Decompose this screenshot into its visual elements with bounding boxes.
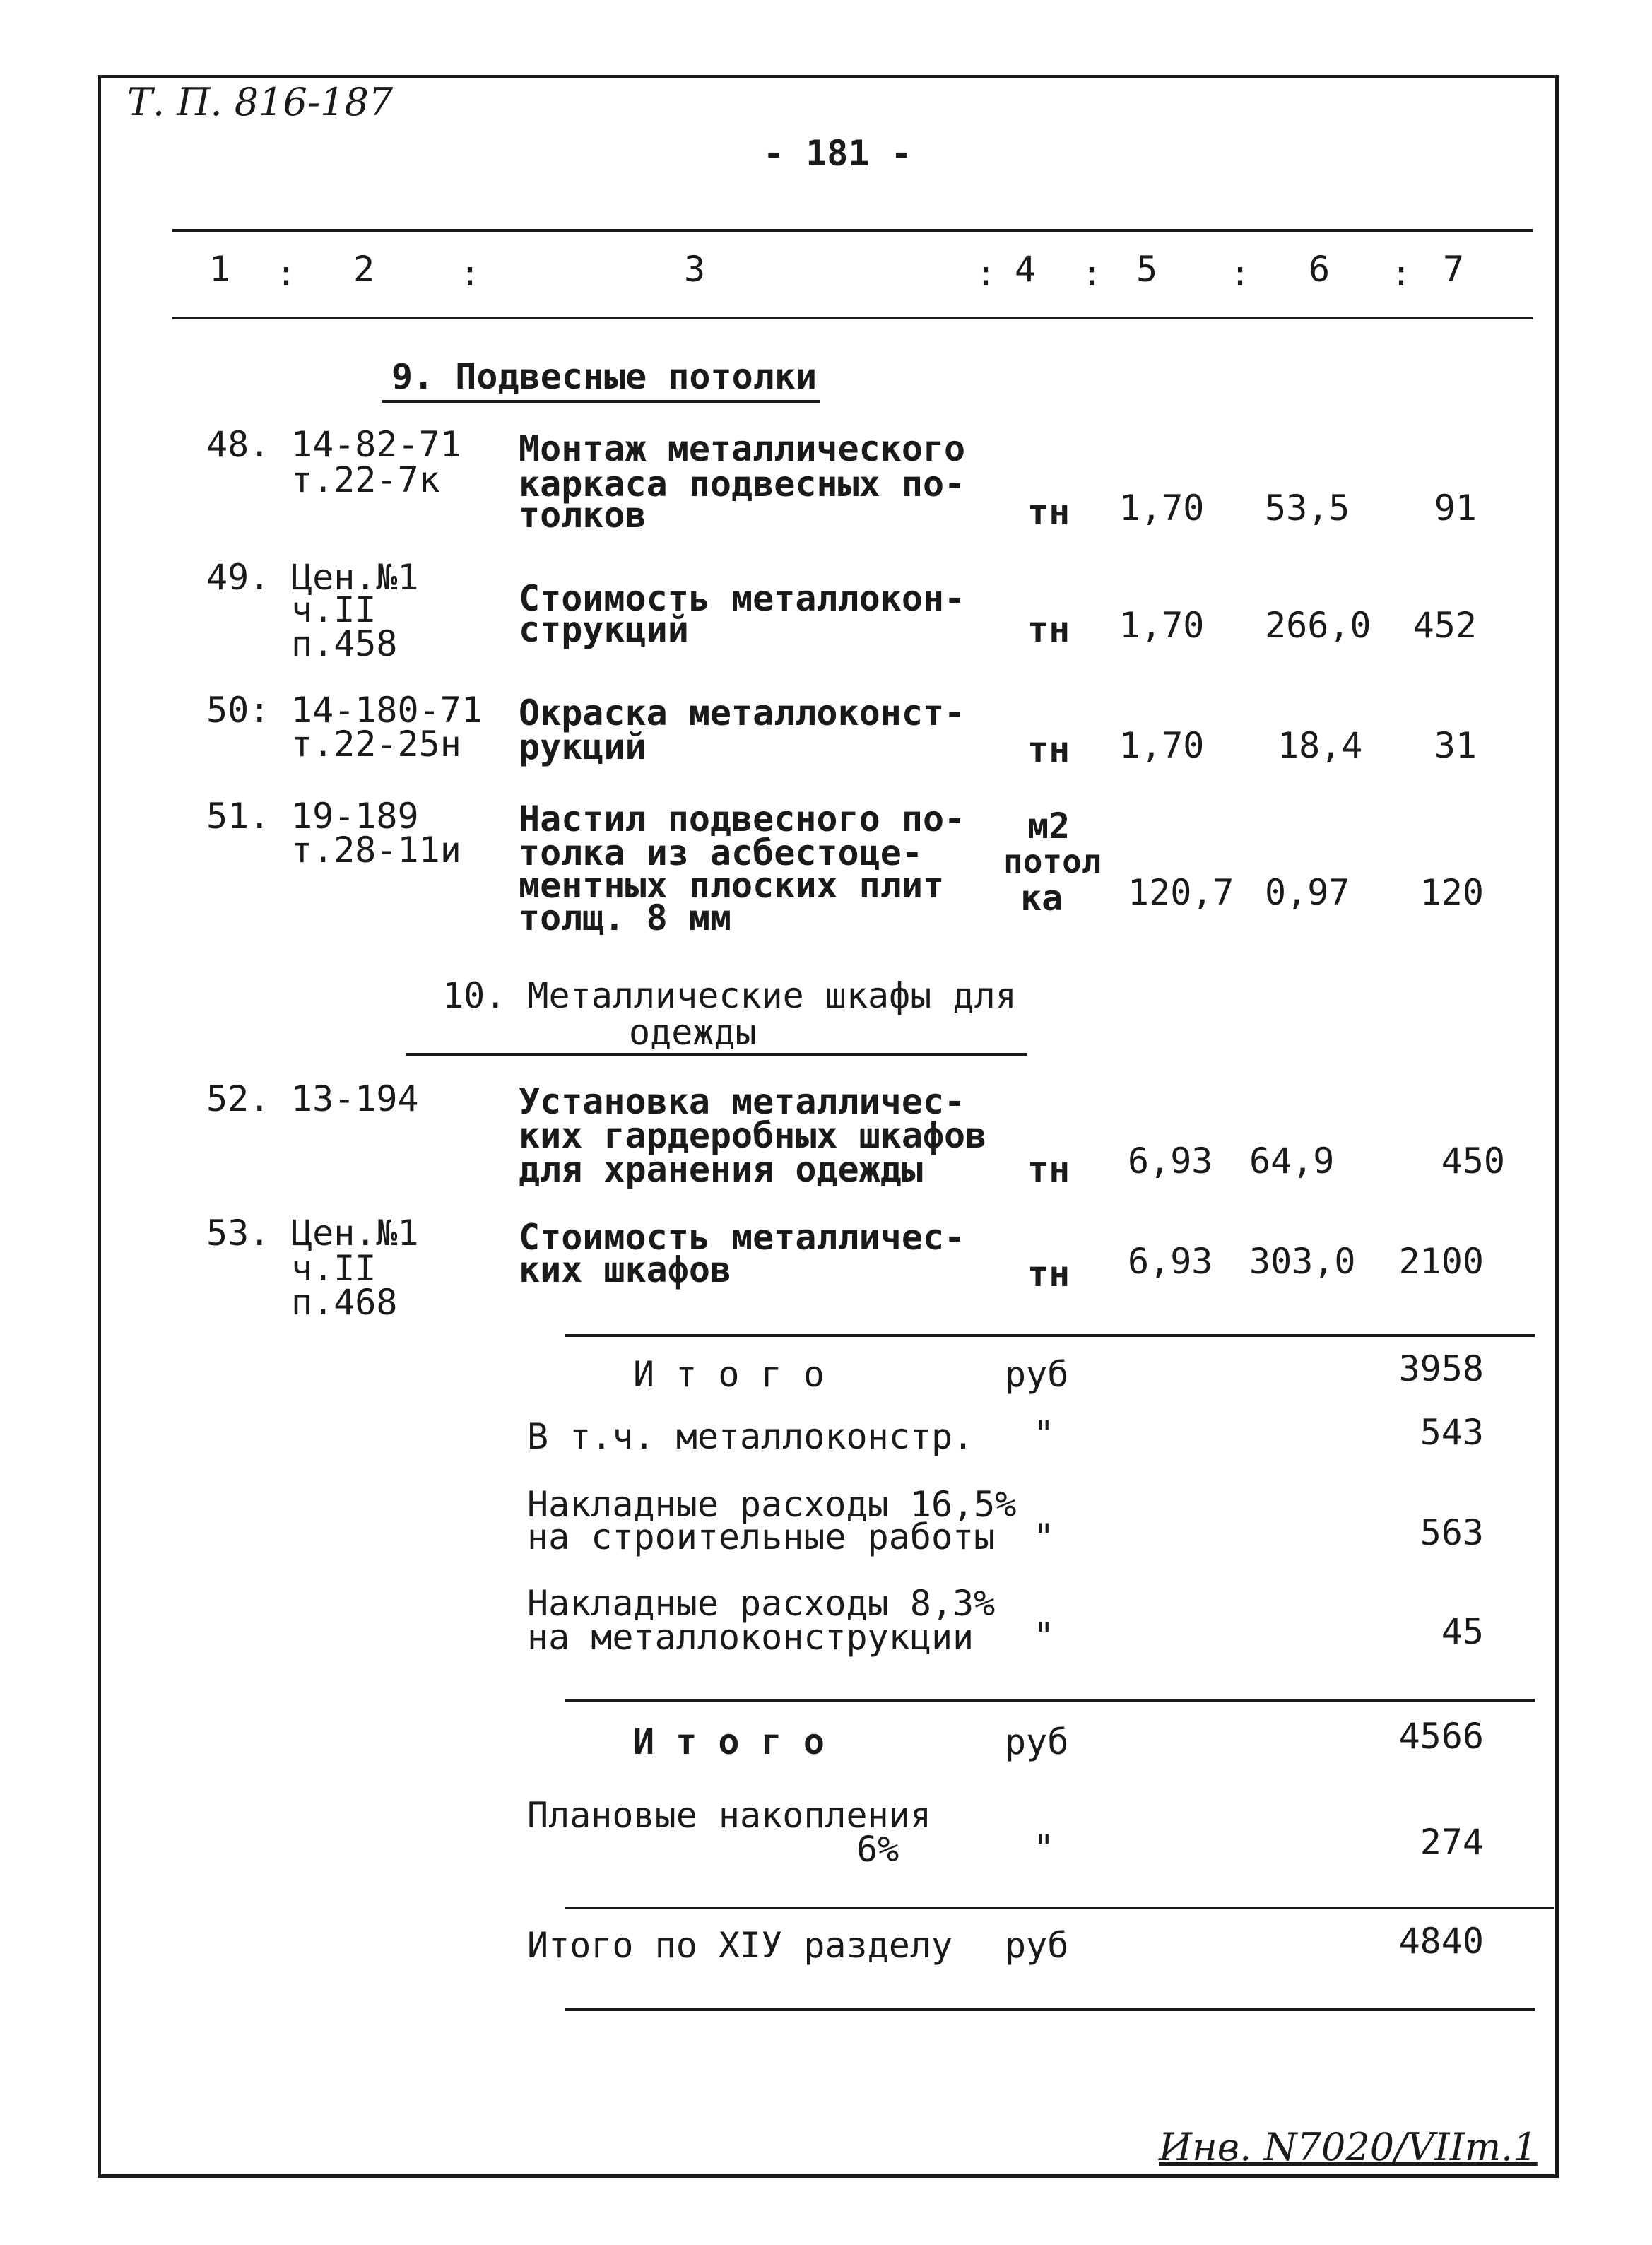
col-5: 5 (1136, 249, 1158, 290)
row-51-qty: 120,7 (1128, 872, 1234, 913)
row-50-price: 18,4 (1278, 725, 1363, 766)
document-code: Т. П. 816-187 (127, 80, 394, 124)
row-52-total: 450 (1441, 1141, 1505, 1182)
row-48-name-1: Монтаж металлического (519, 428, 966, 469)
row-50-total: 31 (1434, 725, 1477, 766)
metal-value: 543 (1420, 1412, 1484, 1453)
totals-rule-4 (565, 2008, 1535, 2011)
row-48-total: 91 (1434, 488, 1477, 529)
col-3: 3 (684, 249, 706, 290)
row-51-code-2: т.28-11и (291, 830, 461, 871)
section-10-title-1: 10. Металлические шкафы для (442, 975, 1017, 1016)
col-1: 1 (209, 249, 231, 290)
col-sep: : (1081, 253, 1103, 294)
row-51-name-3: ментных плоских плит (519, 865, 945, 906)
row-50-unit: тн (1027, 729, 1070, 770)
row-50-name-1: Окраска металлоконст- (519, 693, 966, 733)
totals-rule-1 (565, 1334, 1535, 1337)
row-51-name-4: толщ. 8 мм (519, 897, 732, 938)
row-49-price: 266,0 (1265, 605, 1371, 646)
row-53-unit: тн (1027, 1254, 1070, 1295)
col-sep: : (975, 253, 997, 294)
itogo-2-unit: руб (1005, 1721, 1069, 1762)
row-48-qty: 1,70 (1119, 488, 1205, 529)
header-rule-top (172, 229, 1533, 232)
row-49-name-1: Стоимость металлокон- (519, 578, 966, 619)
row-51-name-1: Настил подвесного по- (519, 799, 966, 839)
row-49-no: 49. (206, 557, 271, 598)
overhead-1-value: 563 (1420, 1512, 1484, 1553)
section-9-title: 9. Подвесные потолки (391, 356, 818, 397)
col-sep: : (459, 253, 481, 294)
row-48-code-1: 14-82-71 (291, 424, 461, 465)
itogo-2-value: 4566 (1398, 1716, 1484, 1757)
itogo-2-label: И т о г о (633, 1721, 825, 1762)
row-53-code-1: Цен.№1 (291, 1213, 419, 1254)
row-52-no: 52. (206, 1078, 271, 1119)
row-51-unit-1: м2 (1027, 806, 1070, 847)
row-49-code-1: Цен.№1 (291, 557, 419, 598)
row-50-code-2: т.22-25н (291, 724, 461, 765)
row-49-unit: тн (1027, 609, 1070, 650)
row-52-name-2: ких гардеробных шкафов (519, 1115, 987, 1156)
row-48-no: 48. (206, 424, 271, 465)
row-51-total: 120 (1420, 872, 1484, 913)
overhead-2-label-2: на металлоконструкции (527, 1617, 974, 1658)
row-52-name-1: Установка металличес- (519, 1081, 966, 1122)
metal-label: В т.ч. металлоконстр. (527, 1416, 974, 1457)
row-49-code-2: ч.II (291, 589, 377, 630)
row-48-name-2: каркаса подвесных по- (519, 464, 966, 505)
col-sep: : (1229, 253, 1251, 294)
row-53-price: 303,0 (1249, 1241, 1356, 1282)
row-53-name-1: Стоимость металличес- (519, 1217, 966, 1258)
row-53-name-2: ких шкафов (519, 1249, 732, 1290)
overhead-2-label-1: Накладные расходы 8,3% (527, 1583, 996, 1624)
row-49-qty: 1,70 (1119, 605, 1205, 646)
row-51-name-2: толка из асбестоце- (519, 832, 923, 873)
row-49-name-2: струкций (519, 609, 689, 650)
row-50-name-2: рукций (519, 726, 647, 767)
col-6: 6 (1309, 249, 1331, 290)
row-51-price: 0,97 (1265, 872, 1350, 913)
row-49-total: 452 (1412, 605, 1477, 646)
planned-value: 274 (1420, 1822, 1484, 1863)
row-53-no: 53. (206, 1213, 271, 1254)
row-52-unit: тн (1027, 1149, 1070, 1190)
row-50-qty: 1,70 (1119, 725, 1205, 766)
planned-unit: " (1033, 1827, 1055, 1868)
overhead-1-label-1: Накладные расходы 16,5% (527, 1484, 1017, 1525)
col-4: 4 (1015, 249, 1037, 290)
itogo-section-label: Итого по XIУ разделу (527, 1925, 953, 1966)
overhead-1-label-2: на строительные работы (527, 1516, 996, 1557)
row-53-code-2: ч.II (291, 1248, 377, 1289)
row-48-name-3: толков (519, 495, 647, 536)
row-52-price: 64,9 (1249, 1141, 1335, 1182)
row-53-total: 2100 (1398, 1241, 1484, 1282)
header-rule-bottom (172, 317, 1533, 319)
col-2: 2 (353, 249, 375, 290)
row-52-code-1: 13-194 (291, 1078, 419, 1119)
section-10-underline (406, 1053, 1027, 1056)
col-sep: : (1391, 253, 1412, 294)
planned-label-2: 6% (856, 1829, 899, 1870)
row-51-unit-2: потол (1003, 842, 1102, 880)
metal-unit: " (1033, 1413, 1055, 1454)
row-50-no: 50: (206, 690, 271, 731)
itogo-1-value: 3958 (1398, 1348, 1484, 1389)
row-51-unit-3: ка (1020, 878, 1063, 919)
row-49-code-3: п.458 (291, 623, 398, 664)
itogo-section-unit: руб (1005, 1925, 1069, 1966)
section-9-underline (382, 400, 820, 403)
col-7: 7 (1443, 249, 1465, 290)
page-number: - 181 - (763, 133, 912, 174)
row-52-qty: 6,93 (1128, 1141, 1213, 1182)
totals-rule-2 (565, 1699, 1535, 1702)
itogo-section-value: 4840 (1398, 1921, 1484, 1962)
row-48-code-2: т.22-7к (291, 459, 440, 500)
row-53-qty: 6,93 (1128, 1241, 1213, 1282)
row-50-code-1: 14-180-71 (291, 690, 483, 731)
itogo-1-label: И т о г о (633, 1354, 825, 1395)
itogo-1-unit: руб (1005, 1354, 1069, 1395)
totals-rule-3 (565, 1907, 1554, 1909)
overhead-2-value: 45 (1441, 1611, 1484, 1652)
row-48-price: 53,5 (1265, 488, 1350, 529)
row-48-unit: тн (1027, 492, 1070, 533)
row-51-code-1: 19-189 (291, 796, 419, 837)
overhead-1-unit: " (1033, 1516, 1055, 1557)
col-sep: : (276, 253, 297, 294)
row-53-code-3: п.468 (291, 1282, 398, 1323)
row-52-name-3: для хранения одежды (519, 1149, 923, 1190)
overhead-2-unit: " (1033, 1615, 1055, 1656)
section-10-title-2: одежды (629, 1012, 757, 1053)
planned-label-1: Плановые накопления (527, 1795, 931, 1836)
inventory-stamp: Инв. N7020/VIIт.1 (1159, 2125, 1538, 2169)
row-51-no: 51. (206, 796, 271, 837)
